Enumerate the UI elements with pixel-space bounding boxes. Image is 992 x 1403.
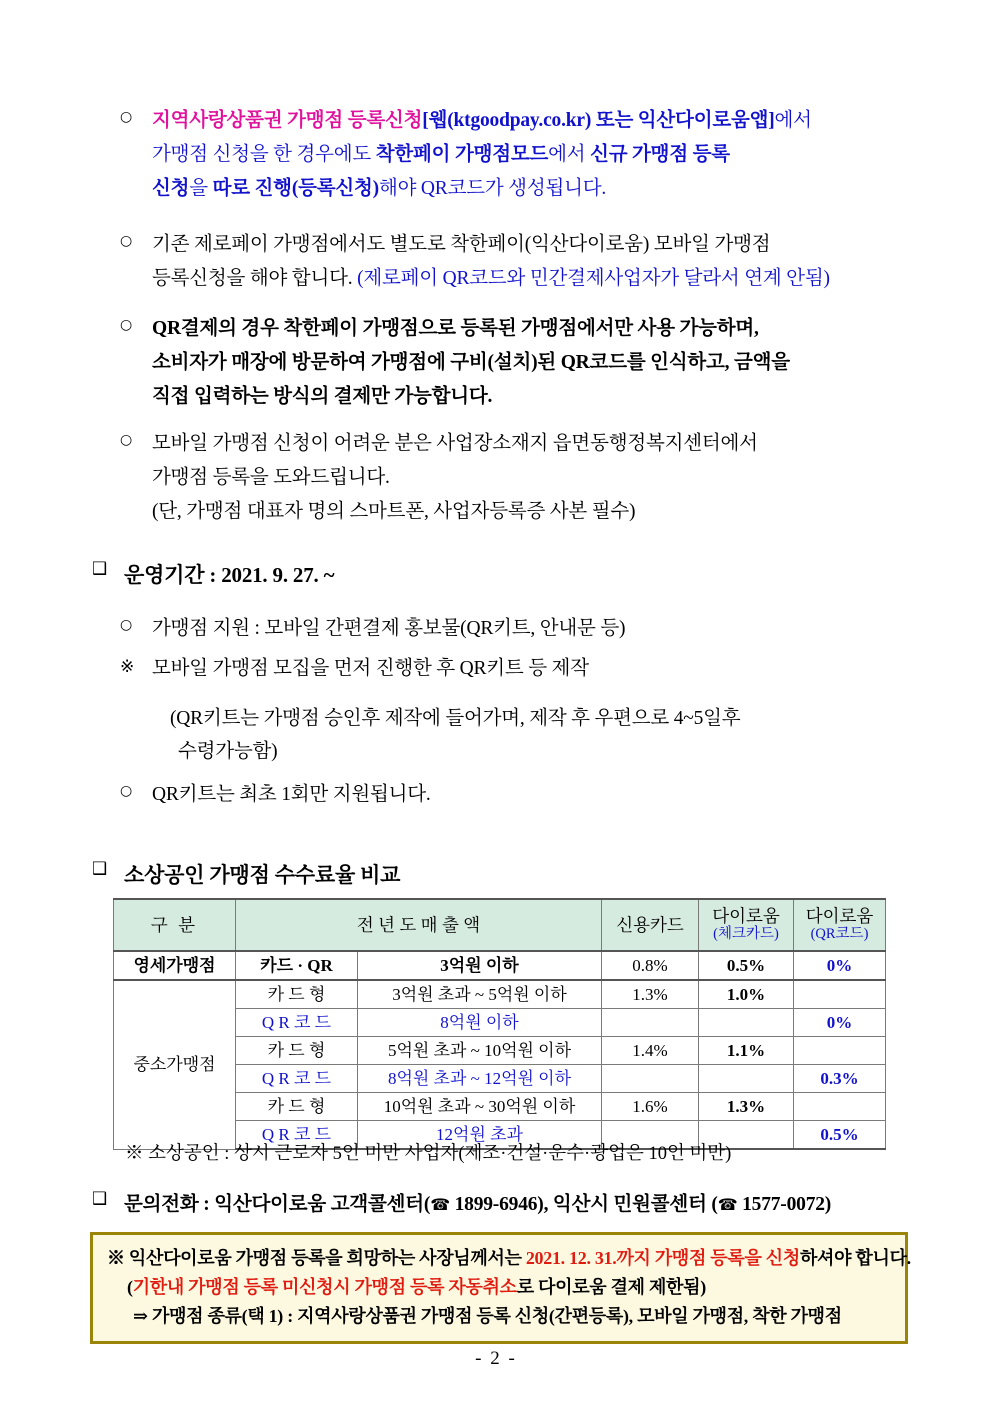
text-run: 로 다이로움 결제 제한됨) (516, 1277, 706, 1297)
bullet-line (152, 312, 940, 346)
bullet-line (152, 427, 940, 461)
period-note-1-text: 모바일 가맹점 모집을 먼저 진행한 후 QR키트 등 제작 (152, 658, 589, 679)
text-run: 따로 진행(등록신청) (212, 178, 379, 199)
text-run: ( (127, 1277, 133, 1297)
text-run: 지역사랑상품권 가맹점 등록신청 (152, 110, 423, 131)
text-run: [웹(ktgoodpay.co.kr) 또는 익산다이로움앱] (422, 110, 775, 131)
text-run: ※ 익산다이로움 가맹점 등록을 희망하는 사장님께서는 (107, 1248, 526, 1268)
text-run: (단, 가맹점 대표자 명의 스마트폰, 사업자등록증 사본 필수) (152, 501, 636, 522)
callout-line-1 (107, 1244, 911, 1273)
bullet-item-1 (120, 104, 940, 206)
contact-phone-2: 1577-0072) (737, 1194, 832, 1215)
cell-sales-range: 8억원 이하 (358, 1009, 602, 1037)
header-dairoum-qr (794, 899, 886, 951)
callout-line-3 (107, 1302, 893, 1331)
header-category: 구 분 (114, 899, 236, 951)
text-run: QR결제의 경우 착한페이 가맹점으로 등록된 가맹점에서만 사용 가능하며, (152, 318, 759, 339)
bullet-line (152, 380, 940, 414)
text-run: 가맹점 신청을 한 경우에도 (152, 144, 376, 165)
cell-dairoum-check-rate: 0.5% (699, 951, 794, 980)
text-run: 신청 (152, 178, 190, 199)
cell-dairoum-check-rate (699, 1009, 794, 1037)
cell-credit-card-rate (602, 1065, 699, 1093)
cell-sales-range: 10억원 초과 ~ 30억원 이하 (358, 1093, 602, 1121)
text-run: 2021. 12. 31.까지 가맹점 등록을 신청 (525, 1248, 800, 1268)
period-note-2 (120, 702, 940, 735)
cell-dairoum-qr-rate: 0.3% (794, 1065, 886, 1093)
square-bullet-icon: ❑ (92, 1189, 108, 1209)
cell-dairoum-qr-rate (794, 1093, 886, 1121)
header-dairoum-check-sub: (체크카드) (713, 926, 779, 942)
period-item-qrkit (120, 778, 940, 812)
text-run: 하셔야 합니다. (799, 1248, 911, 1268)
fee-table-header-row (114, 899, 886, 951)
text-run: 기한내 가맹점 등록 미신청시 가맹점 등록 자동취소 (132, 1277, 517, 1297)
cell-dairoum-check-rate: 1.0% (699, 980, 794, 1009)
cell-dairoum-qr-rate: 0% (794, 1009, 886, 1037)
header-dairoum-check-main: 다이로움 (712, 906, 780, 926)
callout-line-2 (107, 1273, 893, 1302)
deadline-callout-box (90, 1232, 911, 1344)
cell-dairoum-check-rate (699, 1065, 794, 1093)
period-note-3-text: 수령가능함) (178, 741, 278, 762)
square-bullet-icon: ❑ (92, 859, 108, 879)
bullet-line (152, 138, 940, 172)
text-run: 신규 가맹점 등록 (590, 144, 730, 165)
bullet-line (152, 346, 940, 380)
bullet-item-1-body (152, 104, 940, 206)
section-operating-period (92, 558, 952, 592)
cell-payment-type: Q R 코 드 (236, 1065, 358, 1093)
bullet-line (152, 262, 940, 296)
text-run: ⇒ 가맹점 종류(택 1) : 지역사랑상품권 가맹점 등록 신청(간편등록), 모바일 가맹점, 착한 가맹점 (133, 1306, 842, 1326)
cell-credit-card-rate: 0.8% (602, 951, 699, 980)
period-note-1 (120, 652, 940, 685)
circle-bullet-icon: ○ (120, 783, 133, 799)
circle-bullet-icon: ○ (120, 317, 133, 333)
bullet-line (152, 461, 940, 495)
header-dairoum-qr-sub: (QR코드) (810, 926, 869, 942)
bullet-item-2 (120, 228, 940, 296)
cell-payment-type: 카 드 형 (236, 980, 358, 1009)
cell-dairoum-qr-rate: 0.5% (794, 1121, 886, 1150)
bullet-item-3 (120, 312, 940, 414)
section-fee-title: 소상공인 가맹점 수수료율 비교 (124, 863, 401, 887)
cell-payment-type: Q R 코 드 (236, 1009, 358, 1037)
text-run: (제로페이 QR코드와 민간결제사업자가 달라서 연계 안됨) (357, 268, 830, 289)
cell-payment-type: Q R 코 드 (236, 1121, 358, 1150)
fee-table-container (113, 898, 885, 1150)
text-run: 착한페이 가맹점모드 (375, 144, 549, 165)
contact-text-1: 익산다이로움 고객콜센터( (214, 1194, 431, 1215)
text-run: 에서 (774, 110, 812, 131)
circle-bullet-icon: ○ (120, 109, 133, 125)
cell-credit-card-rate: 1.6% (602, 1093, 699, 1121)
fee-table-body (114, 951, 886, 1149)
cell-dairoum-qr-rate (794, 980, 886, 1009)
period-note-2-text: (QR키트는 가맹점 승인후 제작에 들어가며, 제작 후 우편으로 4~5일후 (170, 708, 741, 729)
text-run: 을 (189, 178, 213, 199)
text-run: 가맹점 등록을 도와드립니다. (152, 467, 390, 488)
cell-dairoum-check-rate: 1.1% (699, 1037, 794, 1065)
text-run: 소비자가 매장에 방문하여 가맹점에 구비(설치)된 QR코드를 인식하고, 금액을 (152, 352, 790, 373)
cell-payment-type: 카드 · QR (236, 951, 358, 980)
cell-payment-type: 카 드 형 (236, 1093, 358, 1121)
bullet-item-4 (120, 427, 940, 529)
page-number: - 2 - (475, 1348, 517, 1369)
cell-credit-card-rate: 1.4% (602, 1037, 699, 1065)
fee-table-head (114, 899, 886, 951)
text-run: 직접 입력하는 방식의 결제만 가능합니다. (152, 386, 493, 407)
reference-mark-icon: ※ (120, 657, 135, 677)
section-contact-line (124, 1188, 952, 1222)
text-run: 등록신청을 해야 합니다. (152, 268, 358, 289)
table-row (114, 951, 886, 980)
telephone-icon: ☎ (430, 1195, 450, 1214)
contact-phone-1: 1899-6946), 익산시 민원콜센터 ( (449, 1194, 718, 1215)
header-dairoum-qr-main: 다이로움 (805, 906, 874, 926)
cell-sales-range: 12억원 초과 (358, 1121, 602, 1150)
telephone-icon: ☎ (717, 1195, 738, 1214)
section-fee-comparison (92, 858, 952, 892)
header-sales: 전 년 도 매 출 액 (236, 899, 602, 951)
period-item-support (120, 612, 940, 646)
text-run: 해야 QR코드가 생성됩니다. (378, 178, 607, 199)
bullet-line (152, 104, 940, 138)
cell-dairoum-check-rate: 1.3% (699, 1093, 794, 1121)
text-run: 모바일 가맹점 신청이 어려운 분은 사업장소재지 읍면동행정복지센터에서 (152, 433, 758, 454)
period-item-qrkit-text: QR키트는 최초 1회만 지원됩니다. (152, 784, 431, 805)
table-row (114, 980, 886, 1009)
fee-comparison-table (113, 898, 886, 1150)
cell-sales-range: 8억원 초과 ~ 12억원 이하 (358, 1065, 602, 1093)
circle-bullet-icon: ○ (120, 233, 133, 249)
bullet-line (152, 228, 940, 262)
cell-credit-card-rate: 1.3% (602, 980, 699, 1009)
cell-sales-range: 3억원 이하 (358, 951, 602, 980)
cell-category: 영세가맹점 (114, 951, 236, 980)
bullet-item-4-body (152, 427, 940, 529)
bullet-item-3-body (152, 312, 940, 414)
period-note-3 (120, 735, 940, 768)
cell-credit-card-rate (602, 1009, 699, 1037)
text-run: 기존 제로페이 가맹점에서도 별도로 착한페이(익산다이로움) 모바일 가맹점 (152, 234, 771, 255)
section-operating-period-title: 운영기간 : 2021. 9. 27. ~ (124, 563, 335, 587)
square-bullet-icon: ❑ (92, 559, 108, 579)
header-dairoum-check (699, 899, 794, 951)
cell-dairoum-qr-rate: 0% (794, 951, 886, 980)
cell-payment-type: 카 드 형 (236, 1037, 358, 1065)
text-run: 에서 (548, 144, 591, 165)
section-contact (92, 1188, 952, 1222)
period-item-support-text: 가맹점 지원 : 모바일 간편결제 홍보물(QR키트, 안내문 등) (152, 618, 626, 639)
bullet-item-2-body (152, 228, 940, 296)
header-credit-card: 신용카드 (602, 899, 699, 951)
circle-bullet-icon: ○ (120, 432, 133, 448)
cell-sales-range: 5억원 초과 ~ 10억원 이하 (358, 1037, 602, 1065)
cell-sales-range: 3억원 초과 ~ 5억원 이하 (358, 980, 602, 1009)
bullet-line (152, 172, 940, 206)
cell-dairoum-qr-rate (794, 1037, 886, 1065)
cell-category: 중소가맹점 (114, 980, 236, 1149)
fee-table-footnote: ※ 소상공인 : 상시 근로자 5인 미만 사업자(제조·건설·운수·광업은 10인 미만) (125, 1144, 732, 1164)
circle-bullet-icon: ○ (120, 617, 133, 633)
bullet-line (152, 495, 940, 529)
contact-label: 문의전화 : (124, 1194, 215, 1215)
